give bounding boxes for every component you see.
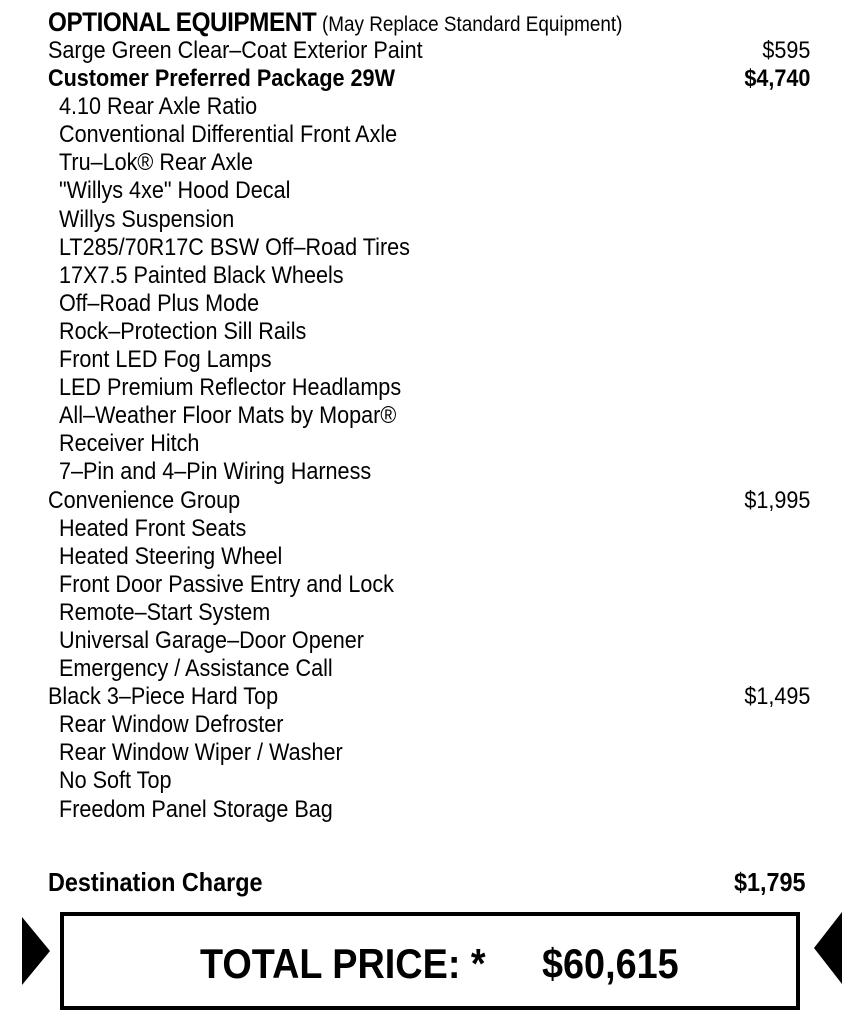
feature-label: Heated Front Seats	[59, 514, 247, 542]
feature-label: Remote–Start System	[59, 598, 271, 626]
package-feature-row	[48, 262, 810, 290]
feature-label: Receiver Hitch	[59, 430, 200, 458]
package-feature-row	[48, 318, 810, 346]
feature-label: All–Weather Floor Mats by Mopar®	[59, 402, 397, 430]
package-feature-row	[48, 655, 810, 683]
package-feature-row	[48, 93, 810, 121]
package-feature-row	[48, 402, 810, 430]
feature-label: 7–Pin and 4–Pin Wiring Harness	[59, 458, 372, 486]
feature-label: Freedom Panel Storage Bag	[59, 795, 333, 823]
package-feature-row	[48, 515, 810, 543]
destination-row	[48, 866, 806, 898]
package-feature-row	[48, 121, 810, 149]
feature-label: 17X7.5 Painted Black Wheels	[59, 261, 344, 289]
option-row	[48, 487, 810, 515]
package-feature-row	[48, 374, 810, 402]
feature-label: Heated Steering Wheel	[59, 542, 283, 570]
total-price-label: TOTAL PRICE: *	[200, 940, 486, 987]
arrow-right-pointer-icon	[22, 917, 50, 985]
package-feature-row	[48, 543, 810, 571]
destination-price: $1,795	[734, 867, 806, 897]
option-label: Convenience Group	[48, 486, 241, 514]
feature-label: Universal Garage–Door Opener	[59, 626, 364, 654]
feature-label: LT285/70R17C BSW Off–Road Tires	[59, 233, 410, 261]
section-note: (May Replace Standard Equipment)	[322, 13, 623, 36]
package-feature-row	[48, 206, 810, 234]
package-feature-row	[48, 767, 810, 795]
option-price: $1,495	[743, 683, 810, 711]
destination-label: Destination Charge	[48, 867, 263, 897]
package-feature-row	[48, 177, 810, 205]
option-row	[48, 37, 810, 65]
feature-label: Front LED Fog Lamps	[59, 346, 272, 374]
feature-label: LED Premium Reflector Headlamps	[59, 374, 402, 402]
package-feature-row	[48, 346, 810, 374]
total-price-box	[60, 912, 800, 1010]
package-feature-row	[48, 571, 810, 599]
feature-label: Rear Window Wiper / Washer	[59, 739, 343, 767]
package-feature-row	[48, 458, 810, 486]
equipment-list	[48, 37, 810, 824]
package-feature-row	[48, 234, 810, 262]
section-title: OPTIONAL EQUIPMENT	[48, 7, 317, 37]
option-label: Black 3–Piece Hard Top	[48, 683, 279, 711]
package-feature-row	[48, 290, 810, 318]
feature-label: "Willys 4xe" Hood Decal	[59, 177, 291, 205]
feature-label: Front Door Passive Entry and Lock	[59, 570, 394, 598]
package-feature-row	[48, 796, 810, 824]
feature-label: Conventional Differential Front Axle	[59, 121, 398, 149]
option-label: Sarge Green Clear–Coat Exterior Paint	[48, 37, 423, 64]
feature-label: Emergency / Assistance Call	[59, 655, 333, 683]
option-price: $1,995	[743, 486, 810, 514]
package-feature-row	[48, 711, 810, 739]
option-price: $4,740	[743, 65, 810, 93]
feature-label: Off–Road Plus Mode	[59, 289, 260, 317]
package-feature-row	[48, 430, 810, 458]
feature-label: Tru–Lok® Rear Axle	[59, 149, 254, 177]
feature-label: 4.10 Rear Axle Ratio	[59, 93, 258, 121]
feature-label: No Soft Top	[59, 767, 172, 795]
package-feature-row	[48, 599, 810, 627]
package-feature-row	[48, 627, 810, 655]
feature-label: Rear Window Defroster	[59, 711, 284, 739]
option-row	[48, 65, 810, 93]
option-label: Customer Preferred Package 29W	[48, 65, 395, 93]
feature-label: Rock–Protection Sill Rails	[59, 317, 307, 345]
feature-label: Willys Suspension	[59, 205, 235, 233]
option-price: $595	[761, 37, 810, 64]
arrow-left-pointer-icon	[814, 912, 842, 984]
package-feature-row	[48, 149, 810, 177]
package-feature-row	[48, 739, 810, 767]
total-price-value: $60,615	[542, 940, 679, 987]
option-row	[48, 683, 810, 711]
